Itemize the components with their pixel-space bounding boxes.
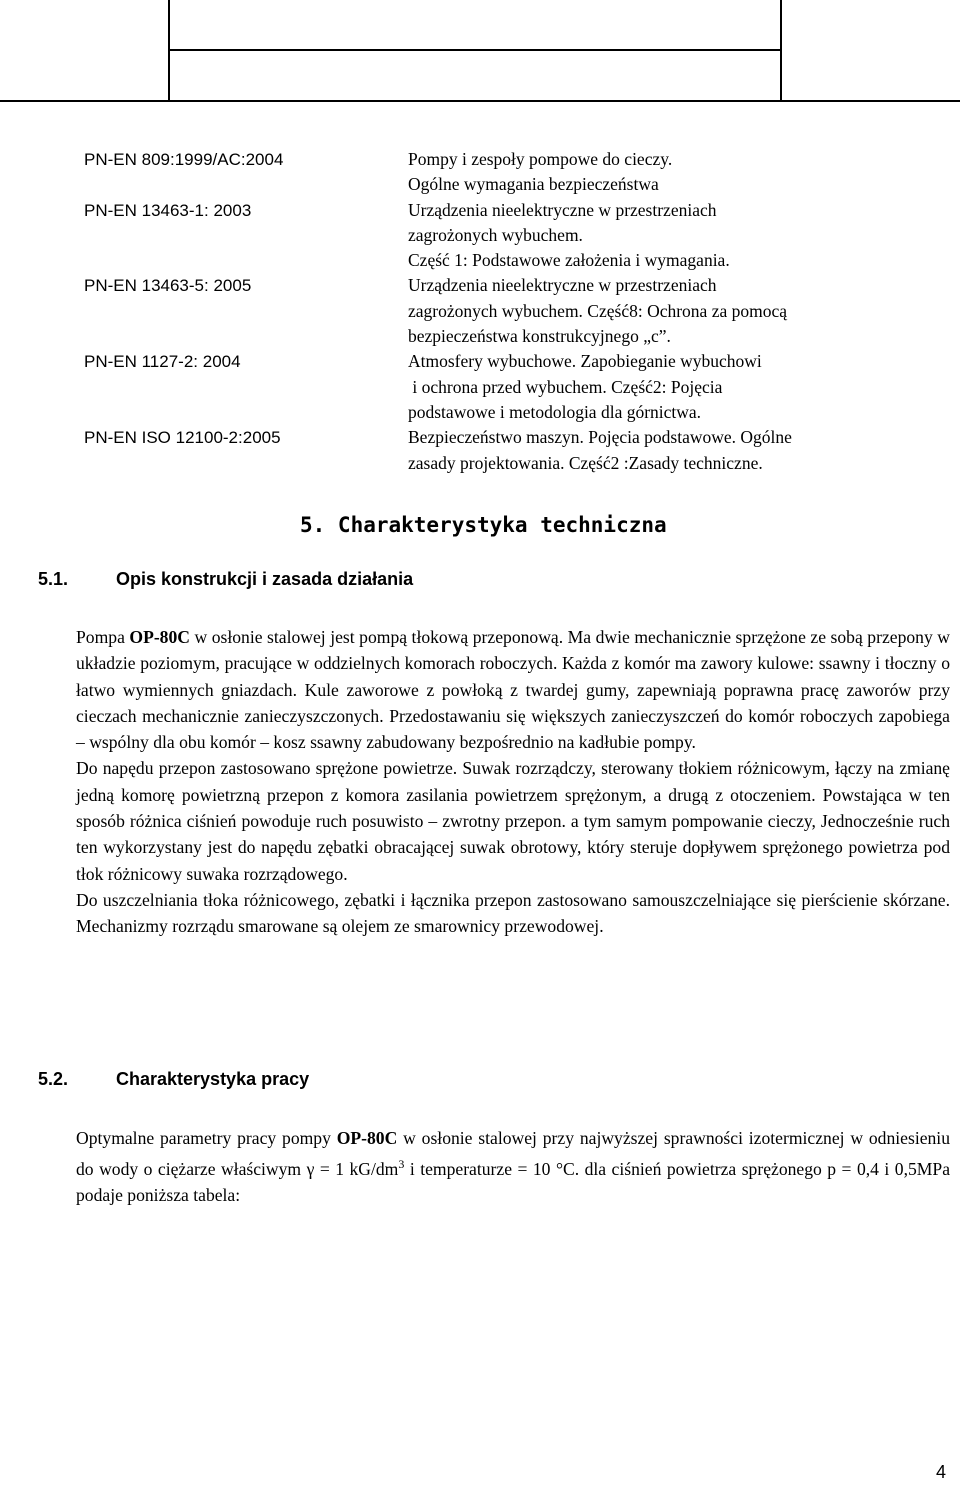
standard-description <box>408 349 908 425</box>
text-run: i temperaturze = 10 °C. dla ciśnień powietrza sprężonego p = 0,4 i 0,5MPa podaje poniższa tabela: <box>76 1159 951 1206</box>
standard-description-line: zagrożonych wybuchem. <box>408 224 583 245</box>
section-body <box>76 1125 950 1209</box>
header-company-city: Katowice <box>30 55 126 81</box>
subsection-number: 5.2. <box>38 1069 69 1089</box>
standard-description-line: bezpieczeństwa konstrukcyjnego „c”. <box>408 326 671 347</box>
model-name: OP-80C <box>129 627 190 647</box>
text-run: w osłonie stalowej jest pompą tłokową przeponową. Ma dwie mechanicznie sprzężone ze sobą przepony w układzie poziomym, pracujące w oddzielnych komorach roboczych. Każda z komór ma zawory kulowe: ssawny i tłoczny o łatwo wymiennych gniazdach. Kule zaworowe z powłoką z twardej gumy, zapewniają poprawna pracę zaworów przy cieczach mechanicznie zanieczyszczonych. Przedostawaniu się większych zanieczyszczeń do komór roboczych zapobiega – wspólny dla obu komór – kosz ssawny zabudowany bezpośrednio na kadłubie pompy. <box>76 627 950 753</box>
header-doc-subtitle: INSTRUKCJA <box>378 64 535 90</box>
standard-code: PN-EN 809:1999/AC:2004 <box>84 150 284 169</box>
standard-description-line: podstawowe i metodologia dla górnictwa. <box>408 401 702 422</box>
header-doc-title: DOKUMENTACJA TECHNICZNO-RUCHOWA <box>188 11 678 36</box>
standard-description-line: zasady projektowania. Część2 :Zasady techniczne. <box>408 452 763 473</box>
standard-row <box>84 273 924 349</box>
section-title: 5. Charakterystyka techniczna <box>300 513 667 537</box>
text-run: w osłonie stalowej przy najwyższej sprawności izotermicznej w odniesieniu do wody o ciężarze właściwym γ = 1 kG/dm <box>76 1128 950 1180</box>
paragraph: Do napędu przepon zastosowano sprężone powietrze. Suwak rozrządczy, sterowany tłokiem różnicowym, łączy na zmianę jedną komorę powietrzną przepon z komora zasilania powietrzem sprężonym, a drugą z otoczeniem. Powstająca w ten sposób różnica ciśnień powoduje ruch posuwisto – zwrotny przepon. a tym samym pompowanie cieczy, Jednocześnie ruch ten wykorzystany jest do napędu zębatki obracającej suwak obrotowy, który steruje dopływem sprężonego powietrza pod tłok różnicowy suwaka rozrządowego. <box>76 758 950 884</box>
subsection-title: Charakterystyka pracy <box>116 1069 310 1089</box>
standard-description-line: i ochrona przed wybuchem. Część2: Pojęcia <box>408 376 723 397</box>
header-company-name: MOJ S.A. <box>24 11 126 37</box>
standards-list <box>84 147 924 476</box>
document-header <box>0 0 960 102</box>
standard-code: PN-EN 1127-2: 2004 <box>84 352 241 372</box>
standard-description-line: Urządzenia nieelektryczne w przestrzeniach <box>408 199 717 220</box>
standard-description <box>408 425 908 476</box>
subsection-number: 5.1. <box>38 569 69 589</box>
standard-description <box>408 147 908 198</box>
standard-row <box>84 425 924 476</box>
header-nr-label: Nr <box>850 14 878 40</box>
header-nr-value: 2602 <box>832 64 880 90</box>
subsection-title: Opis konstrukcji i zasada działania <box>116 569 414 589</box>
standard-row <box>84 147 924 198</box>
standard-description-line: zagrożonych wybuchem. Część8: Ochrona za pomocą <box>408 300 788 321</box>
subsection-heading <box>38 1069 309 1090</box>
model-name: OP-80C <box>336 1128 398 1148</box>
standard-code: PN-EN ISO 12100-2:2005 <box>84 428 281 448</box>
standard-description-line: Pompy i zespoły pompowe do cieczy. <box>408 149 673 169</box>
standard-description-line: Bezpieczeństwo maszyn. Pojęcia podstawowe. Ogólne <box>408 427 792 448</box>
paragraph <box>76 1125 950 1209</box>
text-run: Optymalne parametry pracy pompy <box>76 1128 337 1148</box>
page-number: 4 <box>936 1462 947 1482</box>
standard-code: PN-EN 13463-5: 2005 <box>84 276 252 296</box>
paragraph: Do uszczelniania tłoka różnicowego, zębatki i łącznika przepon zastosowano samouszczelniające się pierścienie skórzane. Mechanizmy rozrządu smarowane są olejem ze smarownicy przewodowej. <box>76 889 950 937</box>
standard-code: PN-EN 13463-1: 2003 <box>84 200 252 220</box>
standard-description <box>408 198 908 274</box>
text-run: Pompa <box>76 627 130 647</box>
superscript: 3 <box>398 1157 405 1172</box>
standard-description-line: Atmosfery wybuchowe. Zapobieganie wybuchowi <box>408 351 762 372</box>
standard-row <box>84 349 924 425</box>
standard-row <box>84 198 924 274</box>
standard-description-line: Część 1: Podstawowe założenia i wymagania. <box>408 250 730 271</box>
standard-description-line: Ogólne wymagania bezpieczeństwa <box>408 174 659 195</box>
paragraph <box>76 624 950 755</box>
standard-description <box>408 273 908 349</box>
standard-description-line: Urządzenia nieelektryczne w przestrzeniach <box>408 275 717 296</box>
subsection-heading <box>38 569 413 590</box>
header-divider <box>168 49 780 51</box>
section-body <box>76 624 950 940</box>
